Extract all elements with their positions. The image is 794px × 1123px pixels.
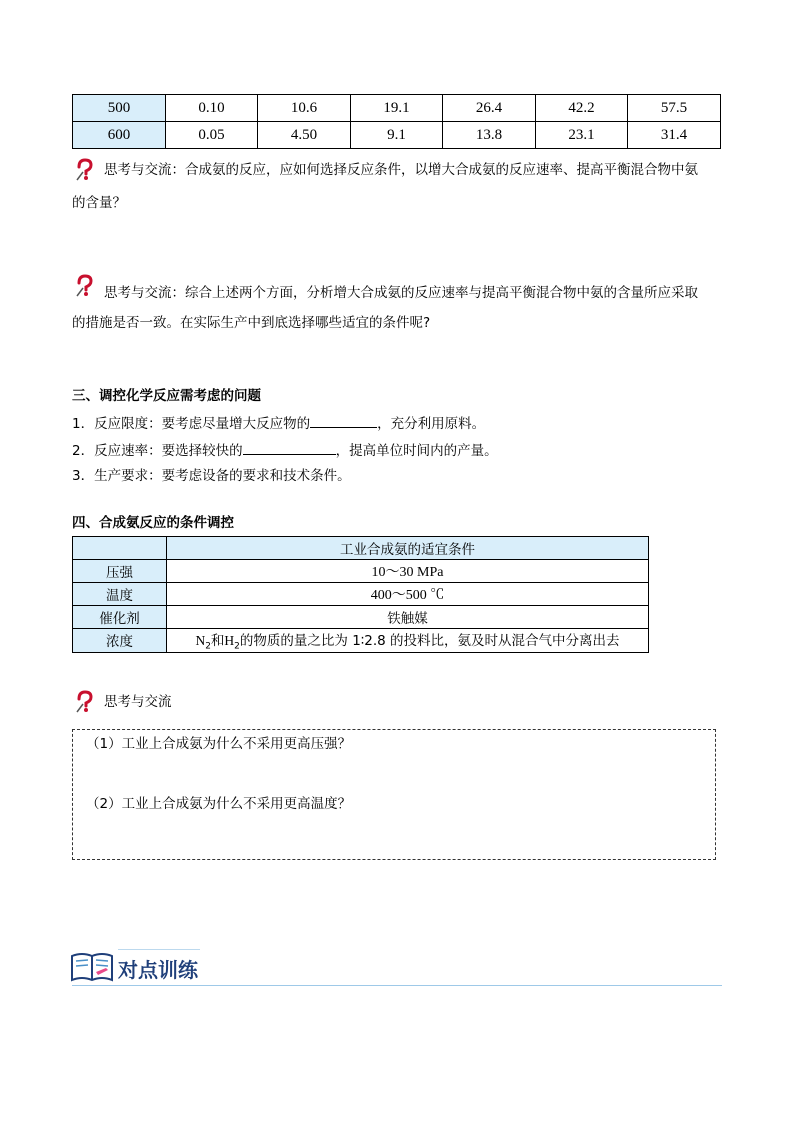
thinking1-line2: 的含量？ bbox=[72, 195, 126, 211]
n-symbol: N bbox=[195, 633, 206, 648]
value-cell: 0.05 bbox=[166, 122, 258, 149]
data-table-body bbox=[73, 95, 721, 149]
question-icon bbox=[74, 158, 96, 182]
value-temperature: 400～500 ℃ bbox=[167, 583, 649, 606]
conditions-table bbox=[72, 536, 649, 653]
and-word: 和 bbox=[210, 633, 225, 649]
value-cell: 10.6 bbox=[258, 95, 351, 122]
header-empty-cell bbox=[73, 537, 167, 560]
value-cell: 13.8 bbox=[443, 122, 536, 149]
value-concentration bbox=[167, 629, 649, 653]
section3-item-2 bbox=[72, 440, 498, 461]
value-cell: 19.1 bbox=[351, 95, 443, 122]
question-icon bbox=[74, 690, 96, 714]
h-subscript: 2 bbox=[234, 641, 240, 652]
thinking1-line1: 思考与交流：合成氨的反应，应如何选择反应条件，以增大合成氨的反应速率、提高平衡混合物中氨 bbox=[104, 162, 698, 178]
header-top-rule bbox=[118, 949, 200, 950]
value-cell: 23.1 bbox=[536, 122, 628, 149]
value-cell: 0.10 bbox=[166, 95, 258, 122]
question-1: （1）工业上合成氨为什么不采用更高压强？ bbox=[86, 736, 352, 752]
table-row bbox=[73, 122, 721, 149]
table-row bbox=[73, 95, 721, 122]
header-rule bbox=[72, 985, 722, 986]
value-catalyst: 铁触媒 bbox=[167, 606, 649, 629]
data-table bbox=[72, 94, 721, 149]
item2-text-before: 2．反应速率：要选择较快的 bbox=[72, 443, 243, 459]
blank-1[interactable] bbox=[310, 413, 377, 428]
value-cell: 57.5 bbox=[628, 95, 721, 122]
value-cell: 4.50 bbox=[258, 122, 351, 149]
thinking3-title: 思考与交流 bbox=[104, 694, 172, 710]
section3-item-3: 3．生产要求：要考虑设备的要求和技术条件。 bbox=[72, 468, 351, 484]
concentration-text: 的物质的量之比为 1∶2.8 的投料比，氨及时从混合气中分离出去 bbox=[239, 633, 620, 649]
label-pressure: 压强 bbox=[73, 560, 167, 583]
question-2: （2）工业上合成氨为什么不采用更高温度？ bbox=[86, 796, 352, 812]
section3-item-1 bbox=[72, 413, 485, 434]
value-cell: 42.2 bbox=[536, 95, 628, 122]
conditions-header: 工业合成氨的适宜条件 bbox=[167, 537, 649, 560]
practice-title: 对点训练 bbox=[118, 958, 198, 982]
temperature-cell: 500 bbox=[73, 95, 166, 122]
item2-text-after: ，提高单位时间内的产量。 bbox=[335, 443, 498, 459]
item1-text-before: 1．反应限度：要考虑尽量增大反应物的 bbox=[72, 416, 311, 432]
value-cell: 9.1 bbox=[351, 122, 443, 149]
h-symbol: H bbox=[224, 633, 235, 648]
item1-text-after: ，充分利用原料。 bbox=[377, 416, 486, 432]
value-pressure: 10～30 MPa bbox=[167, 560, 649, 583]
book-icon bbox=[70, 948, 114, 984]
blank-2[interactable] bbox=[243, 440, 336, 455]
thinking2-line1: 思考与交流：综合上述两个方面，分析增大合成氨的反应速率与提高平衡混合物中氨的含量所应采取 bbox=[104, 285, 698, 301]
n-subscript: 2 bbox=[205, 641, 211, 652]
value-cell: 31.4 bbox=[628, 122, 721, 149]
value-cell: 26.4 bbox=[443, 95, 536, 122]
question-icon bbox=[74, 274, 96, 298]
label-concentration: 浓度 bbox=[73, 629, 167, 653]
thinking2-line2: 的措施是否一致。在实际生产中到底选择哪些适宜的条件呢? bbox=[72, 315, 431, 331]
temperature-cell: 600 bbox=[73, 122, 166, 149]
label-catalyst: 催化剂 bbox=[73, 606, 167, 629]
label-temperature: 温度 bbox=[73, 583, 167, 606]
section3-title: 三、调控化学反应需考虑的问题 bbox=[72, 388, 261, 404]
section4-title: 四、合成氨反应的条件调控 bbox=[72, 515, 234, 531]
